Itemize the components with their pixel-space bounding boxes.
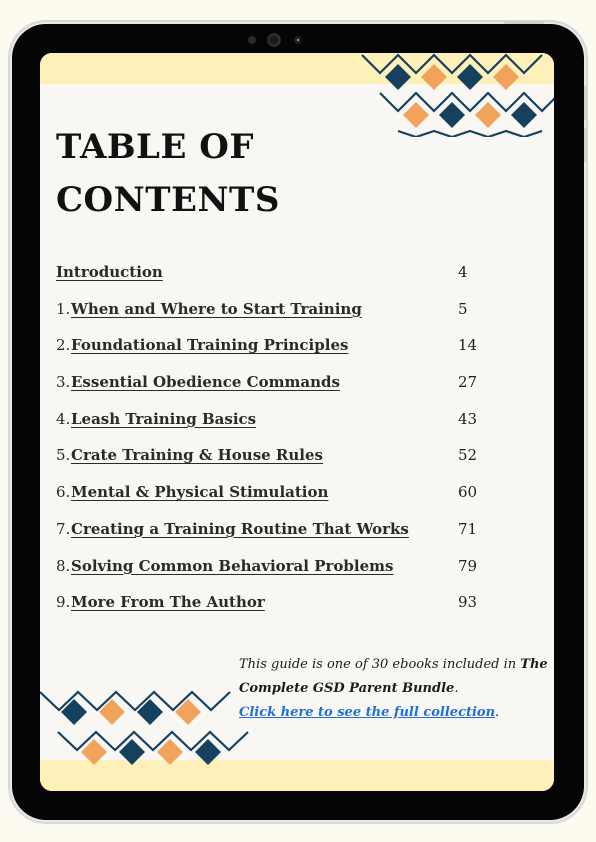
note-suffix: .	[454, 681, 459, 696]
toc-number: 8.	[56, 556, 71, 575]
toc-link[interactable]: Foundational Training Principles	[71, 336, 349, 355]
diamond-shape	[385, 64, 411, 90]
camera-icon	[267, 33, 281, 47]
tablet-frame	[12, 24, 584, 820]
toc-link[interactable]: Creating a Training Routine That Works	[71, 519, 409, 538]
diamond-shape	[511, 102, 537, 128]
toc-number: 1.	[56, 299, 71, 318]
toc-number: 5.	[56, 446, 71, 465]
toc-number: 3.	[56, 373, 71, 392]
document-page	[40, 53, 554, 791]
diamond-shape	[403, 102, 429, 128]
toc-row[interactable]	[56, 593, 496, 630]
toc-row[interactable]	[56, 557, 496, 594]
toc-link[interactable]: Crate Training & House Rules	[71, 446, 323, 465]
diamond-shape	[493, 64, 519, 90]
diamond-shape	[457, 64, 483, 90]
toc-page-number: 27	[458, 373, 478, 392]
note-prefix: This guide is one of 30 ebooks included in	[239, 657, 521, 672]
toc-number: 7.	[56, 519, 71, 538]
toc-row[interactable]	[56, 520, 496, 557]
link-suffix: .	[495, 705, 500, 720]
title-line-2: CONTENTS	[56, 180, 280, 220]
toc-page-number: 43	[458, 409, 478, 428]
toc-page-number: 71	[458, 519, 478, 538]
table-of-contents	[56, 263, 496, 630]
toc-row[interactable]	[56, 336, 496, 373]
diamond-shape	[421, 64, 447, 90]
diamond-shape	[475, 102, 501, 128]
toc-page-number: 52	[458, 446, 478, 465]
toc-number: 6.	[56, 483, 71, 502]
zigzag-line	[398, 131, 542, 137]
toc-row[interactable]	[56, 410, 496, 447]
light-sensor-icon	[294, 36, 302, 44]
toc-link[interactable]: When and Where to Start Training	[71, 299, 362, 318]
zigzag-line	[362, 55, 542, 73]
toc-number: 9.	[56, 593, 71, 612]
toc-link[interactable]: More From The Author	[71, 593, 265, 612]
bundle-note	[239, 653, 549, 725]
toc-link[interactable]: Essential Obedience Commands	[71, 373, 340, 392]
toc-row[interactable]	[56, 446, 496, 483]
diamond-pattern-top-right	[360, 53, 554, 137]
toc-link[interactable]: Introduction	[56, 263, 163, 281]
diamond-pattern-bottom-left	[40, 690, 255, 774]
toc-link[interactable]: Leash Training Basics	[71, 409, 257, 428]
title-line-1: TABLE OF	[56, 127, 254, 167]
toc-row[interactable]	[56, 373, 496, 410]
toc-page-number: 60	[458, 483, 478, 502]
toc-link[interactable]: Mental & Physical Stimulation	[71, 483, 329, 502]
volume-down-button	[584, 128, 587, 162]
toc-page-number: 5	[458, 299, 468, 318]
toc-link[interactable]: Solving Common Behavioral Problems	[71, 556, 394, 575]
power-button	[504, 21, 544, 24]
volume-up-button	[584, 86, 587, 120]
toc-number: 4.	[56, 409, 71, 428]
toc-row[interactable]	[56, 300, 496, 337]
toc-row[interactable]	[56, 263, 496, 300]
sensor-icon	[248, 36, 256, 44]
page-title	[56, 121, 280, 227]
bundle-name: The Complete GSD Parent Bundle	[239, 657, 548, 696]
collection-link[interactable]: Click here to see the full collection	[239, 705, 496, 720]
toc-page-number: 4	[458, 263, 468, 281]
toc-page-number: 93	[458, 593, 478, 612]
diamond-shape	[439, 102, 465, 128]
toc-page-number: 79	[458, 556, 478, 575]
toc-row[interactable]	[56, 483, 496, 520]
toc-number: 2.	[56, 336, 71, 355]
toc-page-number: 14	[458, 336, 478, 355]
